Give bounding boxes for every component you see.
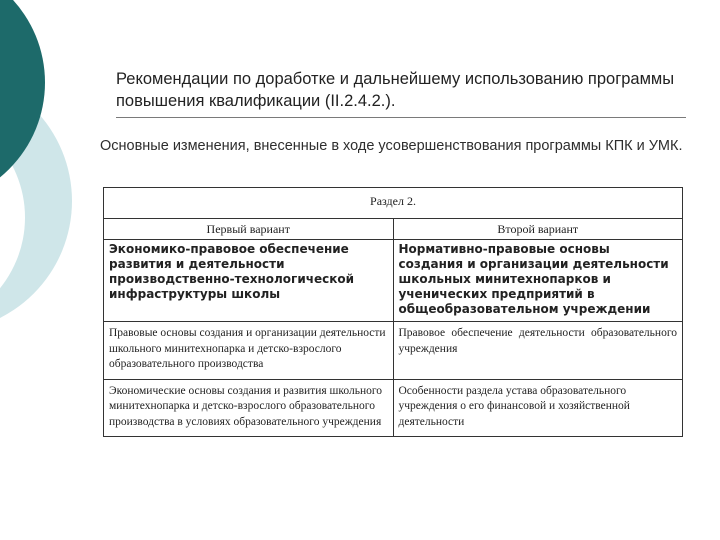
- title-divider: [116, 117, 686, 118]
- second-variant-cell: Правовое обеспечение деятельности образовательного учреждения: [393, 322, 683, 380]
- first-variant-cell: Правовые основы создания и организации деятельности школьного минитехнопарка и детско-взрослого образовательного производства: [104, 322, 394, 380]
- table-row: [104, 379, 683, 437]
- second-variant-cell: Особенности раздела устава образовательного учреждения о его финансовой и хозяйственной деятельности: [393, 379, 683, 437]
- slide-subtitle: Основные изменения, внесенные в ходе усовершенствования программы КПК и УМК.: [100, 138, 683, 154]
- first-variant-cell: Экономико-правовое обеспечение развития и деятельности производственно-технологической инфраструктуры школы: [104, 240, 394, 322]
- table-row: [104, 322, 683, 380]
- comparison-table: [103, 187, 683, 437]
- second-variant-header: Второй вариант: [393, 219, 683, 240]
- second-variant-cell: Нормативно-правовые основы создания и организации деятельности школьных минитехнопарков и ученических предприятий в общеобразовательном учреждении: [393, 240, 683, 322]
- slide-title: Рекомендации по доработке и дальнейшему использованию программы повышения квалификации (II.2.4.2.).: [116, 70, 675, 110]
- first-variant-header: Первый вариант: [104, 219, 394, 240]
- variant-header-row: [104, 219, 683, 240]
- table-row: [104, 240, 683, 322]
- section-header-row: [104, 188, 683, 219]
- first-variant-cell: Экономические основы создания и развития школьного минитехнопарка и детско-взрослого образовательного производства в условиях образовательного учреждения: [104, 379, 394, 437]
- section-title: Раздел 2.: [104, 188, 683, 219]
